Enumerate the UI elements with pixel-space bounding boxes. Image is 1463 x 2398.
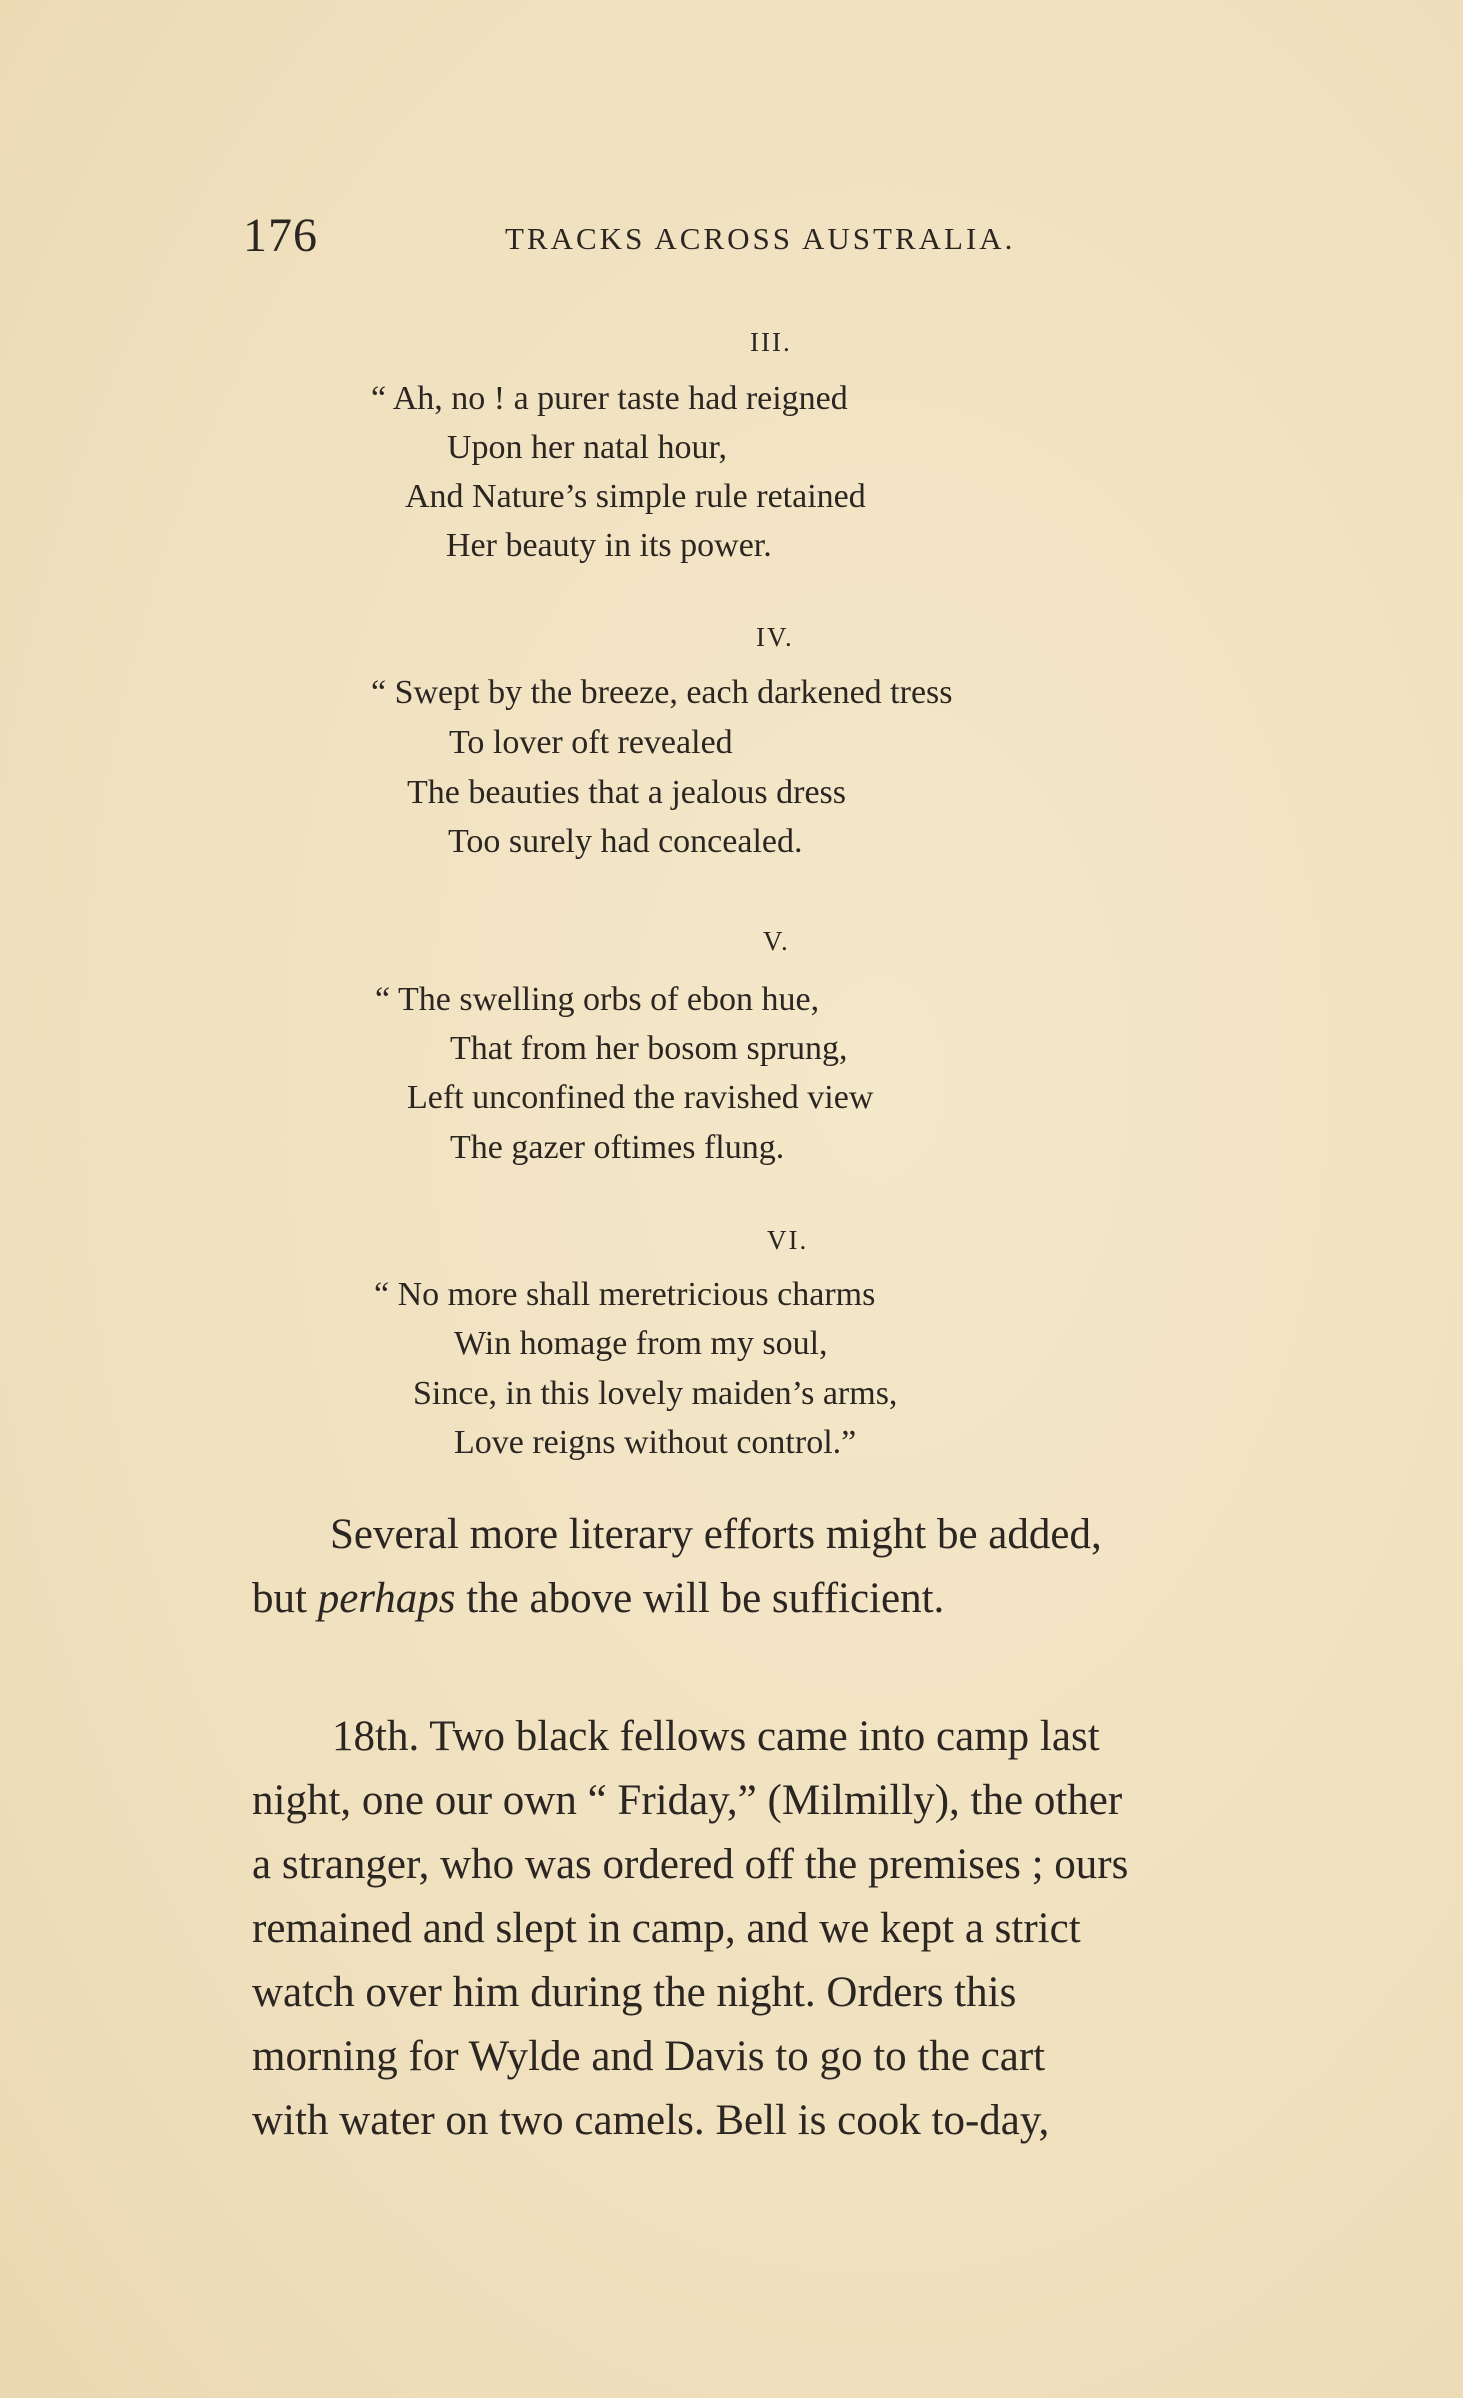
page-number: 176 — [243, 209, 318, 262]
page-header — [243, 206, 1143, 266]
poem-line: The beauties that a jealous dress — [407, 774, 847, 811]
stanza-number: VI. — [767, 1225, 809, 1255]
paragraph-line: with water on two camels. Bell is cook to-day, — [252, 2097, 1050, 2144]
poem-line: To lover oft revealed — [449, 724, 733, 761]
paragraph-1 — [252, 1503, 1332, 1631]
poem-line: Her beauty in its power. — [446, 527, 772, 564]
running-title: TRACKS ACROSS AUSTRALIA. — [505, 221, 1016, 256]
paragraph-line: remained and slept in camp, and we kept a strict — [252, 1905, 1081, 1952]
text-span: Two black fellows came into camp last — [429, 1713, 1100, 1760]
poem-line: “ No more shall meretricious charms — [374, 1276, 876, 1313]
paragraph-line: night, one our own “ Friday,” (Milmilly), the other — [252, 1777, 1123, 1824]
stanza-number: III. — [750, 327, 792, 357]
stanza-number: V. — [763, 926, 790, 956]
paragraph-line: a stranger, who was ordered off the premises ; ours — [252, 1841, 1129, 1888]
paragraph-2 — [252, 1705, 1332, 2153]
paragraph-line: Several more literary efforts might be added, — [330, 1511, 1102, 1558]
paragraph-line — [252, 1705, 1332, 1769]
italic-text: perhaps — [317, 1575, 456, 1622]
paragraph-line: watch over him during the night. Orders this — [252, 1969, 1017, 2016]
poem-line: “ Swept by the breeze, each darkened tress — [371, 674, 953, 711]
paragraph-line — [252, 1567, 1332, 1631]
paragraph-line-text — [332, 1705, 1100, 1769]
diary-date: 18th. — [332, 1713, 420, 1760]
poem-line: Too surely had concealed. — [448, 823, 803, 860]
poem-line: “ The swelling orbs of ebon hue, — [375, 981, 820, 1018]
poem-line: Love reigns without control.” — [454, 1424, 857, 1461]
poem-line: “ Ah, no ! a purer taste had reigned — [371, 380, 848, 417]
poem-line: The gazer oftimes flung. — [450, 1129, 785, 1166]
poem-line: Since, in this lovely maiden’s arms, — [413, 1375, 898, 1412]
paragraph-line: morning for Wylde and Davis to go to the cart — [252, 2033, 1046, 2080]
poem-line: Upon her natal hour, — [447, 429, 728, 466]
text-span: the above will be sufficient. — [466, 1575, 945, 1622]
text-span: but — [252, 1575, 307, 1622]
poem-line: Win homage from my soul, — [454, 1325, 828, 1362]
poem-line: And Nature’s simple rule retained — [405, 478, 866, 515]
poem-line: Left unconfined the ravished view — [407, 1079, 874, 1116]
stanza-number: IV. — [756, 622, 794, 652]
poem-line: That from her bosom sprung, — [450, 1030, 848, 1067]
